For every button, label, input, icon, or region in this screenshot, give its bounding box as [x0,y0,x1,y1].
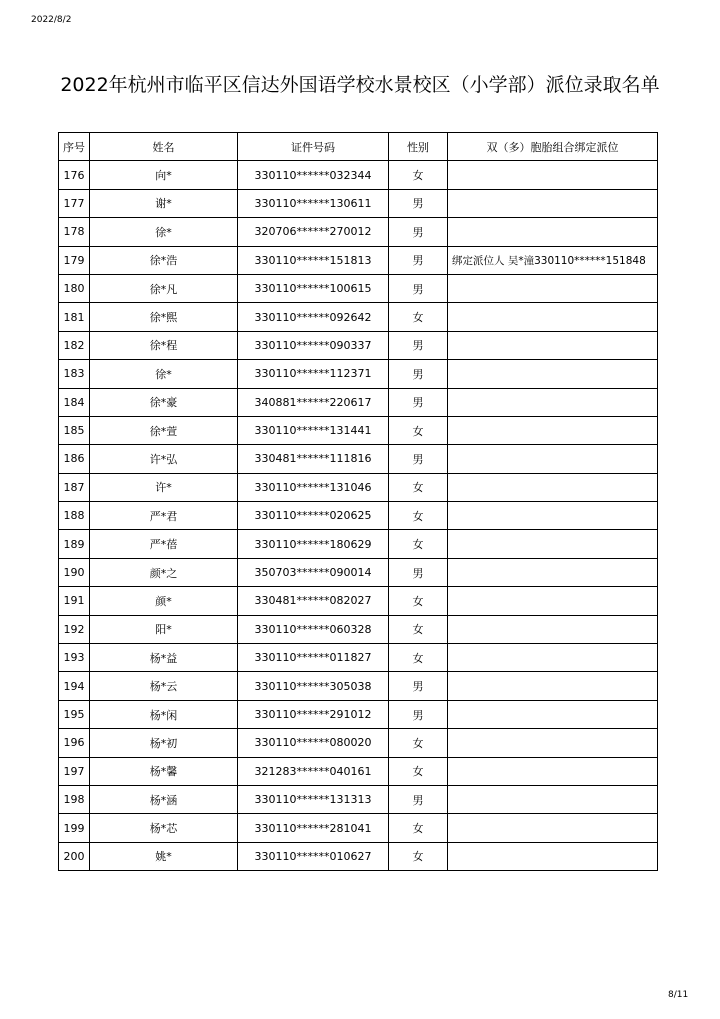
cell-twin-binding [448,473,658,501]
cell-twin-binding [448,814,658,842]
cell-id-number: 321283******040161 [238,757,389,785]
cell-seq: 180 [59,274,90,302]
table-row [59,189,658,217]
column-header-id: 证件号码 [238,133,389,161]
cell-twin-binding [448,842,658,870]
cell-gender: 男 [389,360,448,388]
cell-seq: 193 [59,644,90,672]
cell-name: 徐* [90,360,238,388]
table-row [59,473,658,501]
table-row [59,729,658,757]
cell-name: 向* [90,161,238,189]
cell-id-number: 330110******090337 [238,331,389,359]
cell-id-number: 350703******090014 [238,558,389,586]
cell-seq: 200 [59,842,90,870]
table-row [59,274,658,302]
cell-seq: 181 [59,303,90,331]
cell-twin-binding [448,644,658,672]
cell-twin-binding [448,218,658,246]
cell-seq: 197 [59,757,90,785]
cell-name: 许*弘 [90,445,238,473]
table-row [59,672,658,700]
table-row [59,785,658,813]
cell-id-number: 330110******305038 [238,672,389,700]
cell-twin-binding [448,530,658,558]
cell-name: 颜*之 [90,558,238,586]
cell-gender: 男 [389,388,448,416]
cell-seq: 182 [59,331,90,359]
cell-twin-binding [448,303,658,331]
cell-seq: 179 [59,246,90,274]
cell-id-number: 330110******092642 [238,303,389,331]
cell-id-number: 330110******080020 [238,729,389,757]
cell-name: 姚* [90,842,238,870]
cell-gender: 男 [389,700,448,728]
cell-gender: 女 [389,473,448,501]
cell-name: 许* [90,473,238,501]
cell-seq: 176 [59,161,90,189]
table-row [59,700,658,728]
cell-gender: 女 [389,814,448,842]
table-row [59,757,658,785]
column-header-gender: 性别 [389,133,448,161]
cell-twin-binding [448,558,658,586]
cell-name: 严*蓓 [90,530,238,558]
cell-id-number: 330481******082027 [238,587,389,615]
table-row [59,558,658,586]
cell-twin-binding [448,785,658,813]
cell-name: 谢* [90,189,238,217]
cell-id-number: 320706******270012 [238,218,389,246]
cell-name: 严*君 [90,502,238,530]
table-row [59,587,658,615]
table-row [59,615,658,643]
cell-gender: 女 [389,757,448,785]
admission-table [58,132,658,871]
cell-twin-binding [448,274,658,302]
cell-twin-binding [448,416,658,444]
cell-gender: 男 [389,445,448,473]
cell-twin-binding [448,729,658,757]
cell-seq: 194 [59,672,90,700]
cell-id-number: 330110******291012 [238,700,389,728]
print-date: 2022/8/2 [31,15,72,25]
cell-name: 杨*益 [90,644,238,672]
table-row [59,388,658,416]
cell-name: 杨*芯 [90,814,238,842]
cell-gender: 男 [389,558,448,586]
cell-seq: 195 [59,700,90,728]
table-row [59,416,658,444]
table-row [59,814,658,842]
cell-gender: 男 [389,274,448,302]
table-row [59,644,658,672]
cell-id-number: 330110******011827 [238,644,389,672]
cell-twin-binding [448,615,658,643]
table-header-row [59,133,658,161]
cell-gender: 女 [389,729,448,757]
column-header-seq: 序号 [59,133,90,161]
cell-name: 徐* [90,218,238,246]
cell-id-number: 330110******020625 [238,502,389,530]
table-row [59,360,658,388]
table-row [59,530,658,558]
cell-id-number: 330110******032344 [238,161,389,189]
cell-id-number: 330110******180629 [238,530,389,558]
cell-gender: 男 [389,785,448,813]
cell-gender: 女 [389,416,448,444]
cell-twin-binding [448,388,658,416]
cell-id-number: 330110******010627 [238,842,389,870]
cell-seq: 188 [59,502,90,530]
table-row [59,842,658,870]
cell-twin-binding [448,700,658,728]
cell-id-number: 330110******281041 [238,814,389,842]
cell-id-number: 330110******060328 [238,615,389,643]
table-row [59,303,658,331]
cell-name: 徐*熙 [90,303,238,331]
cell-twin-binding [448,360,658,388]
cell-twin-binding [448,161,658,189]
cell-seq: 183 [59,360,90,388]
cell-gender: 女 [389,644,448,672]
cell-twin-binding [448,672,658,700]
cell-gender: 女 [389,303,448,331]
cell-name: 徐*萱 [90,416,238,444]
cell-gender: 男 [389,189,448,217]
cell-gender: 女 [389,161,448,189]
cell-twin-binding [448,445,658,473]
table-body [59,161,658,871]
cell-name: 杨*云 [90,672,238,700]
column-header-twin: 双（多）胞胎组合绑定派位 [448,133,658,161]
cell-name: 阳* [90,615,238,643]
cell-id-number: 330110******131046 [238,473,389,501]
cell-gender: 女 [389,615,448,643]
cell-seq: 190 [59,558,90,586]
cell-name: 杨*初 [90,729,238,757]
cell-name: 徐*豪 [90,388,238,416]
cell-gender: 男 [389,672,448,700]
table-row [59,331,658,359]
column-header-name: 姓名 [90,133,238,161]
cell-seq: 192 [59,615,90,643]
cell-twin-binding [448,587,658,615]
cell-seq: 199 [59,814,90,842]
cell-twin-binding [448,331,658,359]
cell-twin-binding [448,757,658,785]
cell-id-number: 330481******111816 [238,445,389,473]
cell-seq: 186 [59,445,90,473]
cell-gender: 女 [389,587,448,615]
cell-twin-binding: 绑定派位人 吴*潼330110******151848 [448,246,658,274]
cell-name: 徐*凡 [90,274,238,302]
cell-gender: 男 [389,331,448,359]
cell-twin-binding [448,502,658,530]
table-row [59,502,658,530]
cell-id-number: 330110******131441 [238,416,389,444]
cell-gender: 女 [389,842,448,870]
table-row [59,161,658,189]
cell-id-number: 330110******130611 [238,189,389,217]
cell-id-number: 340881******220617 [238,388,389,416]
cell-id-number: 330110******131313 [238,785,389,813]
cell-gender: 男 [389,218,448,246]
cell-seq: 187 [59,473,90,501]
cell-twin-binding [448,189,658,217]
page-number: 8/11 [668,990,689,1000]
cell-id-number: 330110******112371 [238,360,389,388]
cell-name: 杨*闲 [90,700,238,728]
cell-name: 徐*程 [90,331,238,359]
cell-seq: 184 [59,388,90,416]
cell-name: 颜* [90,587,238,615]
cell-seq: 185 [59,416,90,444]
cell-seq: 191 [59,587,90,615]
cell-gender: 女 [389,502,448,530]
table-row [59,218,658,246]
cell-seq: 189 [59,530,90,558]
cell-seq: 196 [59,729,90,757]
cell-name: 杨*馨 [90,757,238,785]
cell-id-number: 330110******151813 [238,246,389,274]
table-row [59,445,658,473]
table-row [59,246,658,274]
cell-name: 徐*浩 [90,246,238,274]
cell-id-number: 330110******100615 [238,274,389,302]
cell-seq: 177 [59,189,90,217]
page-title: 2022年杭州市临平区信达外国语学校水景校区（小学部）派位录取名单 [60,74,660,96]
cell-name: 杨*涵 [90,785,238,813]
cell-seq: 198 [59,785,90,813]
cell-gender: 女 [389,530,448,558]
cell-seq: 178 [59,218,90,246]
cell-gender: 男 [389,246,448,274]
